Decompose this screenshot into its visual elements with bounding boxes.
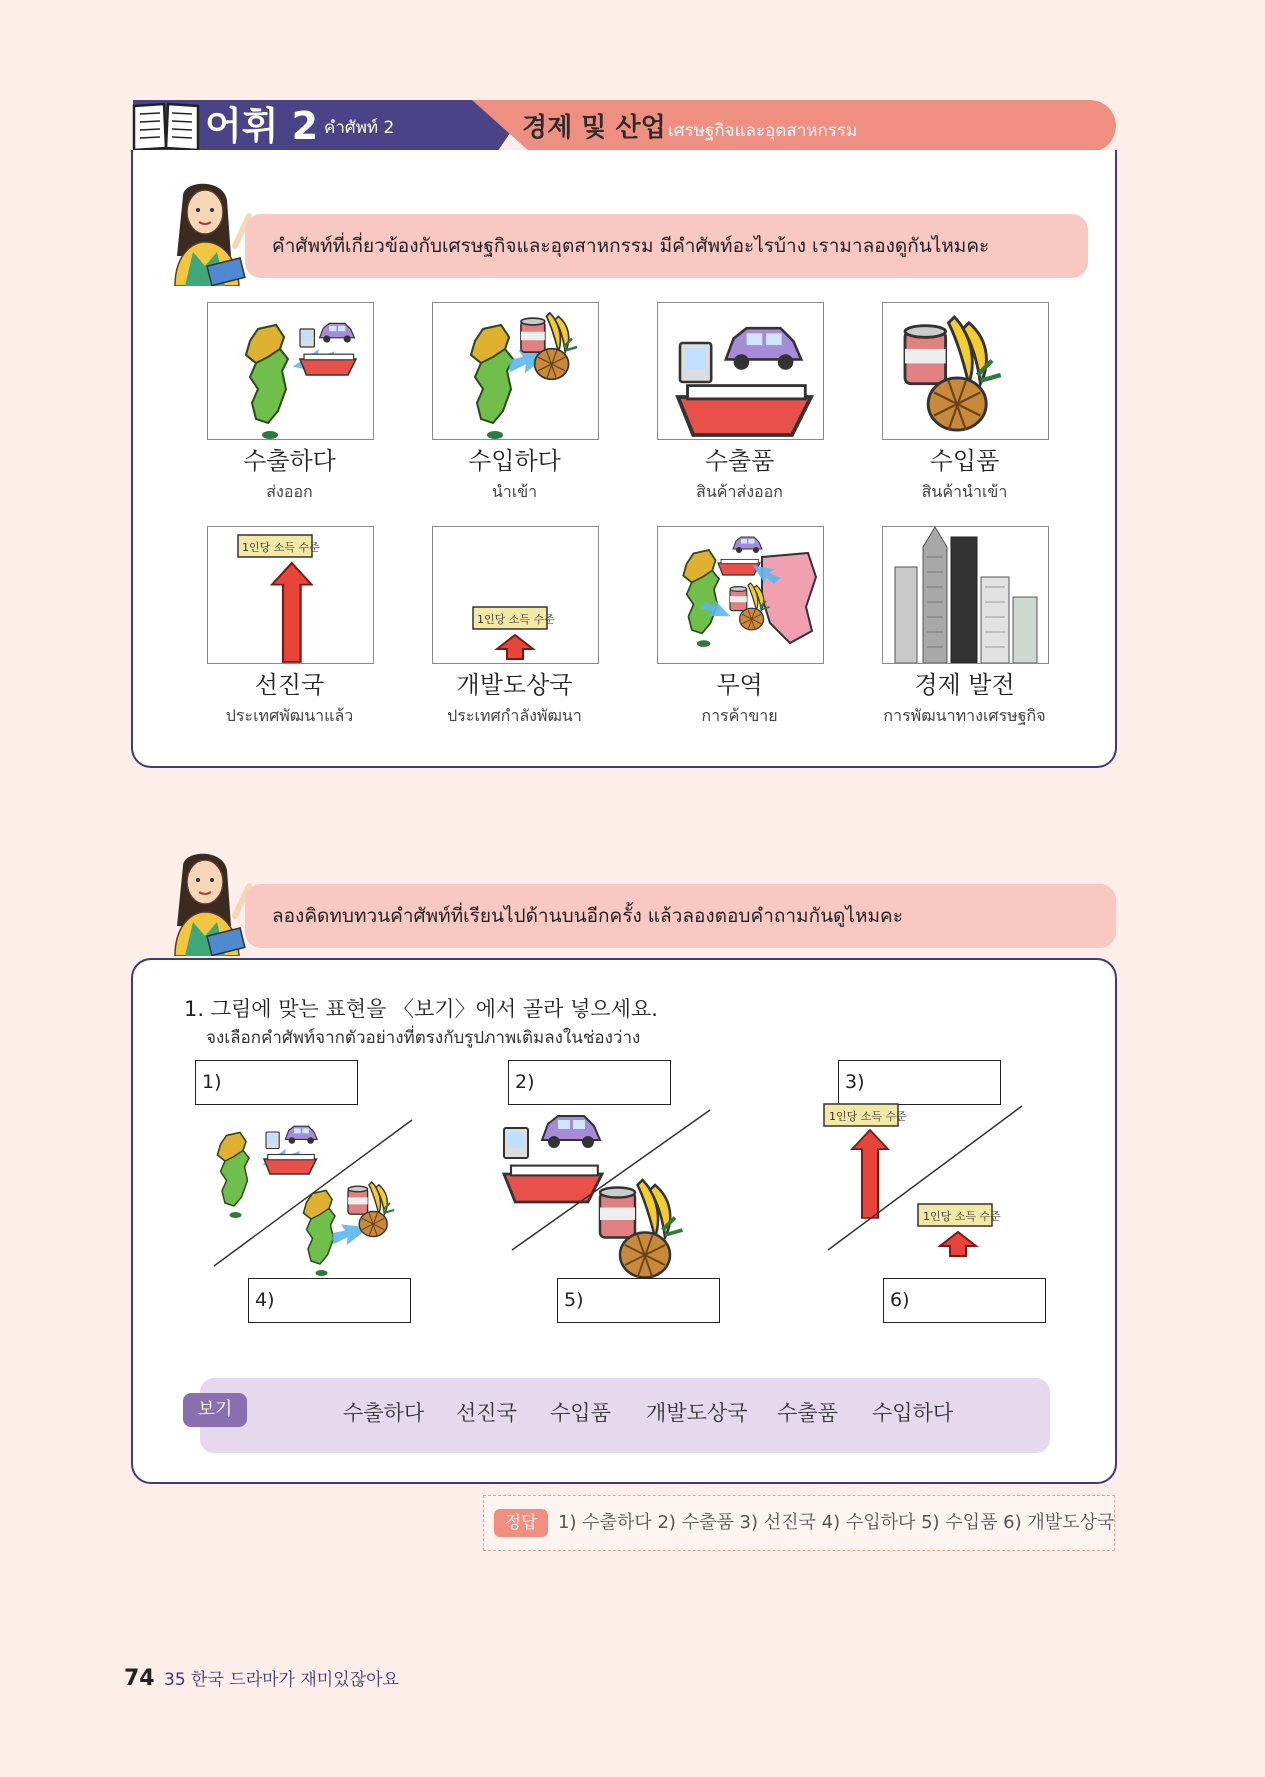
- vocab-word-ko: 경제 발전: [914, 671, 1015, 699]
- vocab-card-import-goods: [882, 302, 1049, 440]
- vocab-card-export: [207, 302, 374, 440]
- answer-field-6[interactable]: [883, 1278, 1046, 1323]
- vocab-word-th: การพัฒนาทางเศรษฐกิจ: [883, 706, 1046, 725]
- vocab-section-subtitle: คำศัพท์ 2: [324, 118, 395, 138]
- review-speech-text: ลองคิดทบทวนคำศัพท์ที่เรียนไปด้านบนอีกครั้ง แล้วลองตอบคำถามกันดูไหมคะ: [272, 905, 903, 927]
- vocab-section-title: 어휘 2: [205, 104, 319, 148]
- topic-title: 경제 및 산업: [522, 113, 666, 143]
- exercise-instruction-ko: 1. 그림에 맞는 표현을 〈보기〉에서 골라 넣으세요.: [184, 997, 658, 1021]
- answer-field-number: 6): [890, 1289, 910, 1311]
- answer-key-label: 정답: [494, 1509, 548, 1537]
- word-bank-item[interactable]: 개발도상국: [646, 1401, 748, 1425]
- word-bank-item[interactable]: 수입하다: [872, 1401, 954, 1425]
- answer-key-text: 1) 수출하다 2) 수출품 3) 선진국 4) 수입하다 5) 수입품 6) 개발도상국: [558, 1512, 1115, 1533]
- answer-field-number: 5): [564, 1289, 584, 1311]
- topic-subtitle: เศรษฐกิจและอุตสาหกรรม: [668, 121, 858, 141]
- answer-field-number: 1): [202, 1071, 222, 1093]
- income-sign-label: 1인당 소득 수준: [477, 613, 555, 626]
- import-illustration-icon: [433, 303, 598, 439]
- answer-field-5[interactable]: [557, 1278, 720, 1323]
- word-bank-item[interactable]: 수출품: [777, 1401, 838, 1425]
- answer-field-number: 3): [845, 1071, 865, 1093]
- answer-field-1[interactable]: [195, 1060, 358, 1105]
- intro-speech-text: คำศัพท์ที่เกี่ยวข้องกับเศรษฐกิจและอุตสาหกรรม มีคำศัพท์อะไรบ้าง เรามาลองดูกันไหมคะ: [272, 235, 990, 257]
- vocab-card-developed-country: [207, 526, 374, 664]
- vocab-word-th: การค้าขาย: [701, 706, 778, 725]
- vocab-word-ko: 수출하다: [243, 447, 336, 475]
- vocab-word-ko: 무역: [716, 671, 763, 699]
- exercise-illustration-1-icon: [198, 1116, 418, 1294]
- exercise-illustration-3-icon: [820, 1100, 1040, 1296]
- vocab-card-trade: [657, 526, 824, 664]
- word-bank-item[interactable]: 수입품: [550, 1401, 611, 1425]
- vocab-word-ko: 개발도상국: [456, 671, 573, 699]
- exercise-instruction-th: จงเลือกคำศัพท์จากตัวอย่างที่ตรงกับรูปภาพเติมลงในช่องว่าง: [206, 1028, 641, 1048]
- book-icon: [130, 100, 202, 152]
- vocab-word-th: สินค้าส่งออก: [696, 482, 783, 501]
- vocab-card-developing-country: [432, 526, 599, 664]
- vocab-word-ko: 선진국: [254, 671, 325, 699]
- city-buildings-icon: [883, 527, 1048, 663]
- income-sign-label: 1인당 소득 수준: [923, 1210, 1001, 1223]
- vocab-word-th: ส่งออก: [266, 482, 313, 501]
- vocab-word-th: ประเทศพัฒนาแล้ว: [225, 706, 354, 725]
- answer-field-number: 2): [515, 1071, 535, 1093]
- vocab-word-ko: 수출품: [704, 447, 775, 475]
- answer-field-3[interactable]: [838, 1060, 1001, 1105]
- vocab-word-ko: 수입품: [929, 447, 1000, 475]
- page-number: 74: [124, 1666, 155, 1691]
- word-bank-label: 보기: [183, 1393, 247, 1427]
- vocab-card-import: [432, 302, 599, 440]
- trade-illustration-icon: [658, 527, 823, 663]
- vocab-card-export-goods: [657, 302, 824, 440]
- developing-country-illustration-icon: [433, 527, 598, 663]
- vocab-word-th: สินค้านำเข้า: [921, 482, 1008, 501]
- word-bank-item[interactable]: 선진국: [456, 1401, 517, 1425]
- export-illustration-icon: [208, 303, 373, 439]
- income-sign-label: 1인당 소득 수준: [829, 1110, 907, 1123]
- export-goods-illustration-icon: [658, 303, 823, 439]
- exercise-illustration-2-icon: [500, 1106, 740, 1302]
- answer-field-number: 4): [255, 1289, 275, 1311]
- answer-field-4[interactable]: [248, 1278, 411, 1323]
- answer-field-2[interactable]: [508, 1060, 671, 1105]
- vocab-card-economic-development: [882, 526, 1049, 664]
- import-goods-illustration-icon: [883, 303, 1048, 439]
- income-sign-label: 1인당 소득 수준: [242, 541, 320, 554]
- vocab-word-th: ประเทศกำลังพัฒนา: [447, 706, 582, 725]
- chapter-title: 35 한국 드라마가 재미있잖아요: [164, 1670, 399, 1690]
- vocab-word-ko: 수입하다: [468, 447, 561, 475]
- word-bank-item[interactable]: 수출하다: [343, 1401, 425, 1425]
- vocab-word-th: นำเข้า: [491, 482, 538, 501]
